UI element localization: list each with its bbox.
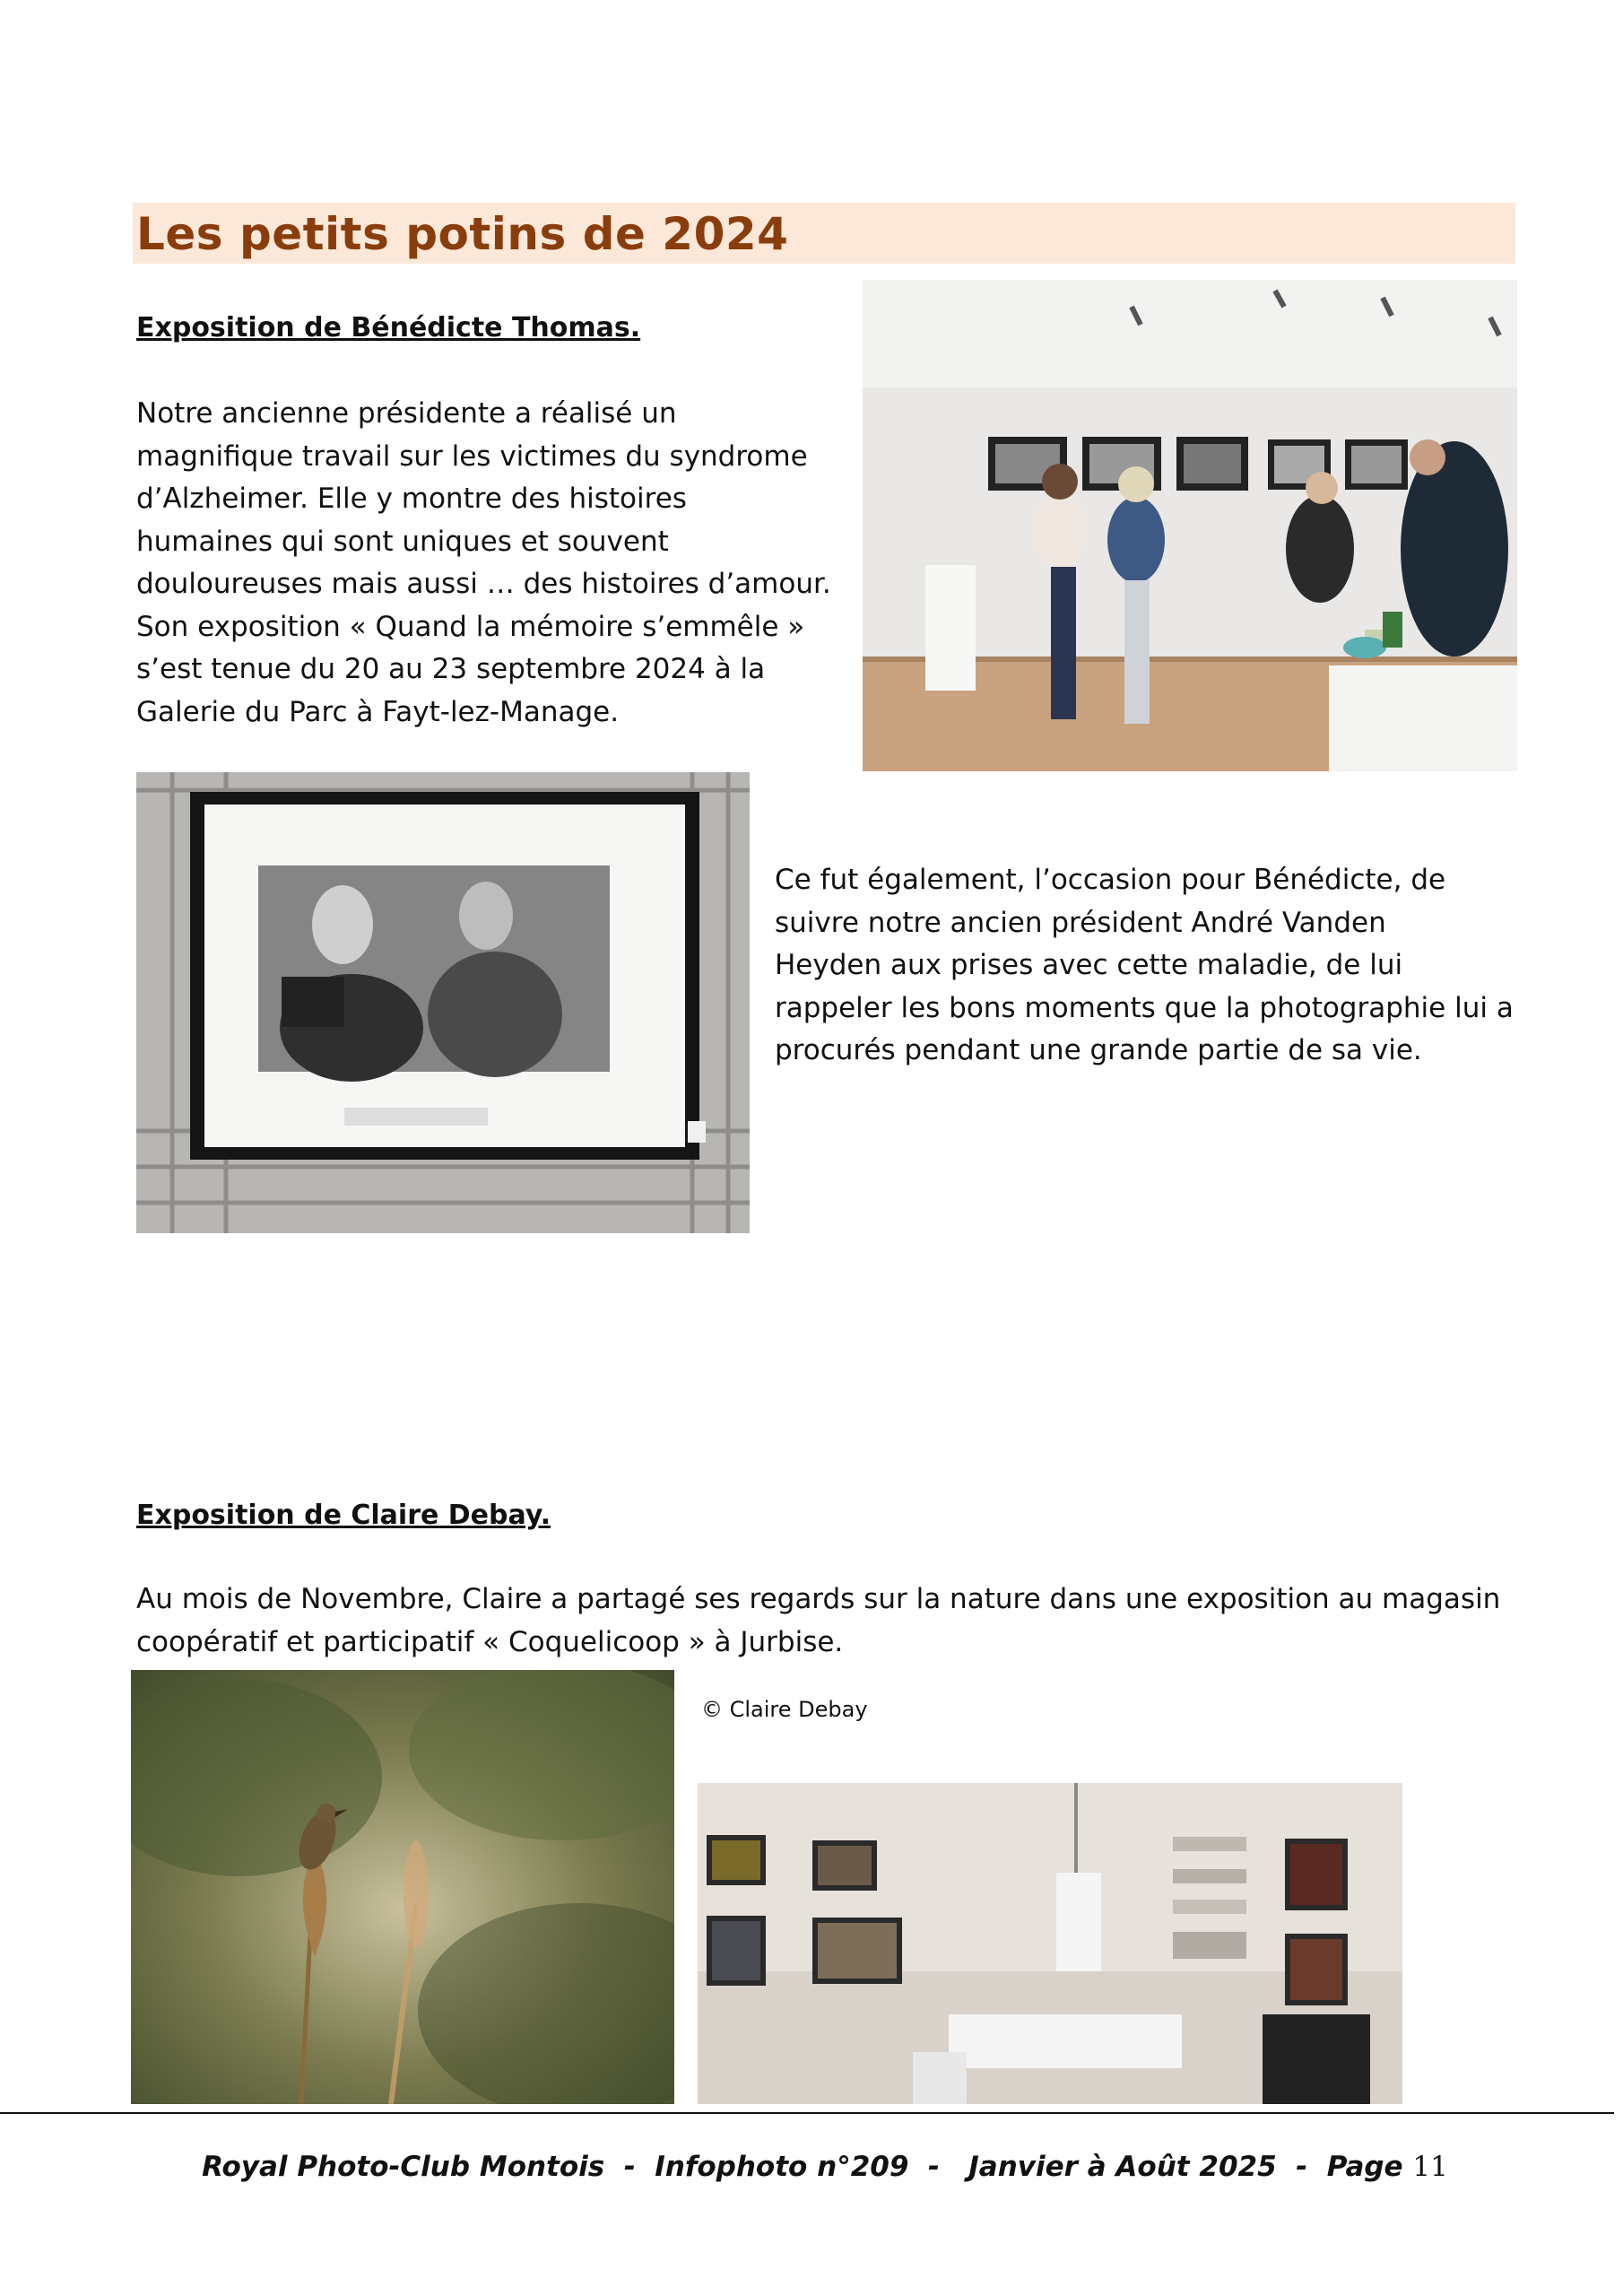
- page-number: 11: [1412, 2151, 1448, 2183]
- text-line: procurés pendant une grande partie de sa vie.: [775, 1034, 1422, 1066]
- text-line: Galerie du Parc à Fayt-lez-Manage.: [136, 695, 620, 728]
- text-line: rappeler les bons moments que la photographie lui a: [775, 991, 1514, 1024]
- text-line: douloureuses mais aussi … des histoires d’amour.: [136, 568, 831, 600]
- text-line: s’est tenue du 20 au 23 septembre 2024 à la: [136, 653, 766, 685]
- text-line: humaines qui sont uniques et souvent: [136, 525, 669, 558]
- text-line: Son exposition « Quand la mémoire s’emmêle »: [136, 610, 805, 643]
- section-heading-claire: Exposition de Claire Debay.: [136, 1500, 551, 1531]
- text-line: coopératif et participatif « Coquelicoop » à Jurbise.: [136, 1625, 844, 1658]
- text-line: magnifique travail sur les victimes du syndrome: [136, 439, 808, 473]
- gallery-exhibition-photo: [863, 280, 1517, 771]
- paragraph-benedicte-andre: [775, 859, 1514, 1073]
- photo-credit: © Claire Debay: [701, 1697, 868, 1722]
- shop-exhibition-photo: [698, 1783, 1402, 2104]
- section-heading-benedicte: Exposition de Bénédicte Thomas.: [136, 312, 641, 344]
- page-title: Les petits potins de 2024: [136, 208, 789, 260]
- text-line: Notre ancienne présidente a réalisé un: [136, 397, 677, 430]
- text-line: Ce fut également, l’occasion pour Bénédicte, de: [775, 864, 1446, 896]
- text-line: d’Alzheimer. Elle y montre des histoires: [136, 483, 687, 515]
- text-line: Au mois de Novembre, Claire a partagé ses regards sur la nature dans une exposition au magasin: [136, 1583, 1501, 1615]
- paragraph-claire: [136, 1578, 1500, 1664]
- text-line: Heyden aux prises avec cette maladie, de lui: [775, 949, 1403, 981]
- paragraph-benedicte-intro: [136, 393, 831, 734]
- footer-divider: [0, 2112, 1614, 2114]
- framed-portrait-photo: [136, 772, 750, 1233]
- text-line: suivre notre ancien président André Vanden: [775, 906, 1386, 939]
- footer-text: Royal Photo-Club Montois - Infophoto n°209 - Janvier à Août 2025 - Page: [202, 2151, 1413, 2183]
- page-footer: [0, 2151, 1623, 2183]
- bird-on-reed-photo: [131, 1670, 674, 2104]
